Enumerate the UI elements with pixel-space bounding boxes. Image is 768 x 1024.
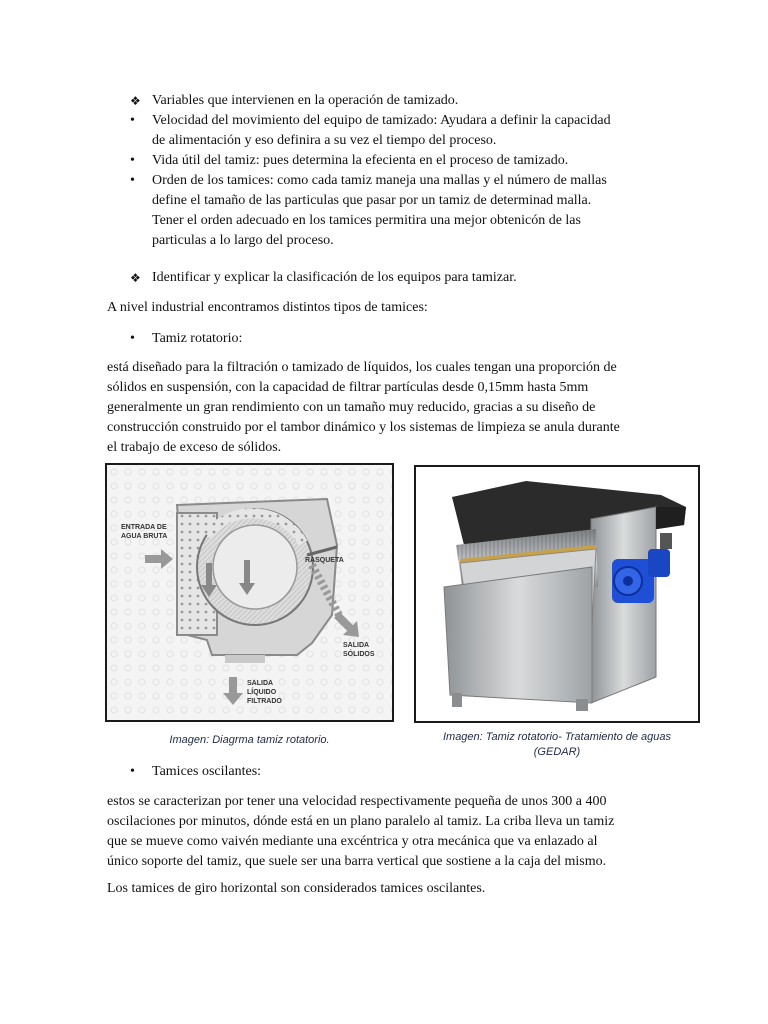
bullet-item-order: • Orden de los tamices: como cada tamiz maneja una mallas y el número de mallas define el tamaño de las particulas que pasar por un tamiz de determinad malla. Tener el orden adecuado en los tamices permitira una mejor obtenicón de las particulas a lo largo del proceso. [130,173,607,248]
diagram-label-liquid: SALIDA LÍQUIDO FILTRADO [247,680,282,705]
machine-illustration [416,467,698,721]
bullet-item-lifespan: • Vida útil del tamiz: pues determina la efecienta en el proceso de tamizado. [130,151,670,171]
bullet-dot-icon: • [130,153,135,168]
diamond-bullet-icon: ❖ [130,271,141,285]
bullet-dot-icon: • [130,113,135,128]
section-heading-variables: ❖ Variables que intervienen en la operación de tamizado. [130,91,670,111]
diamond-bullet-icon: ❖ [130,94,141,108]
diagram-label-scraper: RASQUETA [305,557,344,564]
caption-photo: Imagen: Tamiz rotatorio- Tratamiento de aguas (GEDAR) [442,731,672,758]
bullet-item-oscillating: • Tamices oscilantes: [130,762,670,782]
diagram-label-inlet: ENTRADA DE AGUA BRUTA [121,524,168,540]
diagram-label-solids: SALIDA SÓLIDOS [343,642,375,658]
section-heading-classification: ❖ Identificar y explicar la clasificación de los equipos para tamizar. [130,268,670,288]
bullet-dot-icon: • [130,764,135,779]
bullet-dot-icon: • [130,331,135,346]
intro-paragraph: A nivel industrial encontramos distintos tipos de tamices: [107,300,428,315]
rotary-screen-photo [414,465,700,723]
closing-paragraph: Los tamices de giro horizontal son considerados tamices oscilantes. [107,881,486,896]
rotatory-paragraph: está diseñado para la filtración o tamizado de líquidos, los cuales tengan una proporción de sólidos en suspensión, con la capacidad de filtrar partículas desde 0,15mm hasta 5mm generalmente un gran rendimiento con un tamaño muy reducido, gracias a su diseño de construcción construido por el tambor dinámico y los sistemas de limpieza se anula durante el trabajo de exceso de sólidos. [107,360,620,455]
oscillating-paragraph: estos se caracterizan por tener una velocidad respectivamente pequeña de unos 300 a 400 oscilaciones por minutos, dónde está en un plano paralelo al tamiz. La criba lleva un tamiz que se mueve como vaivén mediante una excéntrica y otra mecánica que va enlazado al único soporte del tamiz, que suele ser una barra vertical que sostiene a la caja del mismo. [107,794,615,869]
bullet-dot-icon: • [130,173,135,188]
bullet-item-velocity: • Velocidad del movimiento del equipo de tamizado: Ayudara a definir la capacidad de alimentación y eso definira a su vez el tiempo del proceso. [130,113,611,148]
bullet-item-rotatory: • Tamiz rotatorio: [130,329,670,349]
rotary-screen-diagram [105,463,394,722]
caption-diagram: Imagen: Diagrma tamiz rotatorio. [169,734,330,746]
